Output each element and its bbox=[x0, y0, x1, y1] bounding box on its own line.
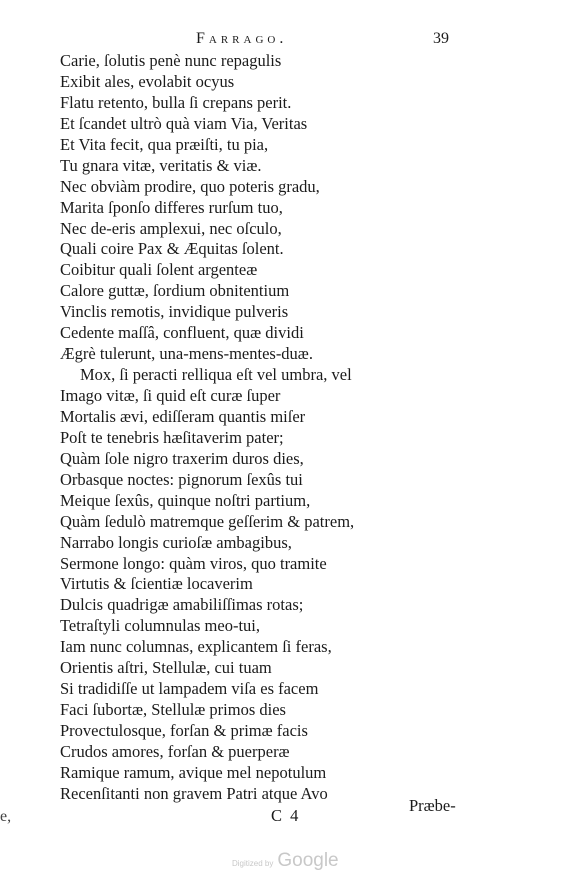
verse-line: Mortalis ævi, ediſſeram quantis miſer bbox=[60, 406, 306, 426]
signature-mark: C 4 bbox=[271, 806, 301, 825]
digitized-watermark bbox=[232, 850, 339, 872]
page-number: 39 bbox=[433, 30, 449, 47]
verse-line: Si tradidiſſe ut lampadem viſa es facem bbox=[60, 679, 319, 699]
verse-line: Virtutis & ſcientiæ locaverim bbox=[60, 574, 253, 594]
google-logo: Google bbox=[277, 850, 339, 871]
verse-line: Crudos amores, forſan & puerperæ bbox=[60, 741, 290, 761]
verse-line: Calore guttæ, ſordium obnitentium bbox=[60, 281, 290, 301]
verse-line: Coibitur quali ſolent argenteæ bbox=[60, 260, 258, 280]
verse-line: Quàm ſole nigro traxerim duros dies, bbox=[60, 448, 304, 468]
verse-line: Recenſitanti non gravem Patri atque Avo bbox=[60, 783, 328, 803]
verse-line: Orientis aſtri, Stellulæ, cui tuam bbox=[60, 658, 272, 678]
verse-line: Ramique ramum, avique mel nepotulum bbox=[60, 762, 327, 782]
verse-line: Et Vita fecit, qua præiſti, tu pia, bbox=[60, 134, 269, 154]
verse-line: Tu gnara vitæ, veritatis & viæ. bbox=[60, 155, 262, 175]
verse-line: Marita ſponſo differes rurſum tuo, bbox=[60, 197, 283, 217]
verse-line: Provectulosque, forſan & primæ facis bbox=[60, 721, 308, 740]
verse-line: Narrabo longis curioſæ ambagibus, bbox=[60, 532, 292, 552]
verse-line: Faci ſubortæ, Stellulæ primos dies bbox=[60, 700, 286, 720]
catchword: Præbe- bbox=[409, 796, 456, 815]
verse-line: Nec obviàm prodire, quo poteris gradu, bbox=[60, 176, 320, 196]
verse-line: Et ſcandet ultrò quà viam Via, Veritas bbox=[60, 113, 308, 133]
verse-line: Iam nunc columnas, explicantem ſi feras, bbox=[60, 637, 332, 657]
running-title: Farrago. bbox=[196, 30, 288, 47]
verse-line: Quàm ſedulò matremque geſſerim & patrem, bbox=[60, 511, 355, 531]
verse-line: Dulcis quadrigæ amabiliſſimas rotas; bbox=[60, 595, 304, 615]
edge-mark: e, bbox=[0, 808, 12, 825]
verse-line: Imago vitæ, ſi quid eſt curæ ſuper bbox=[60, 386, 281, 405]
verse-line: Exibit ales, evolabit ocyus bbox=[60, 71, 235, 91]
verse-line: Vinclis remotis, invidique pulveris bbox=[60, 302, 289, 322]
verse-line: Cedente maſſâ, confluent, quæ dividi bbox=[60, 323, 304, 343]
verse-line: Nec de-eris amplexui, nec oſculo, bbox=[60, 218, 282, 238]
verse-line: Sermone longo: quàm viros, quo tramite bbox=[60, 553, 327, 573]
verse-line: Orbasque noctes: pignorum ſexûs tui bbox=[60, 469, 303, 489]
verse-line: Carie, ſolutis penè nunc repagulis bbox=[60, 51, 282, 70]
verse-line: Quali coire Pax & Æquitas ſolent. bbox=[60, 239, 284, 259]
verse-line: Ægrè tulerunt, una-mens-mentes-duæ. bbox=[60, 344, 313, 364]
verse-line: Flatu retento, bulla ſi crepans perit. bbox=[60, 92, 292, 112]
verse-line: Poſt te tenebris hæſitaverim pater; bbox=[60, 427, 284, 447]
digitized-by-label: Digitized by bbox=[232, 859, 274, 868]
verse-line: Tetraſtyli columnulas meo-tui, bbox=[60, 616, 261, 636]
verse-line: Meique ſexûs, quinque noſtri partium, bbox=[60, 490, 311, 510]
verse-line: Mox, ſi peracti relliqua eſt vel umbra, vel bbox=[80, 365, 352, 385]
poem-text bbox=[60, 51, 480, 805]
